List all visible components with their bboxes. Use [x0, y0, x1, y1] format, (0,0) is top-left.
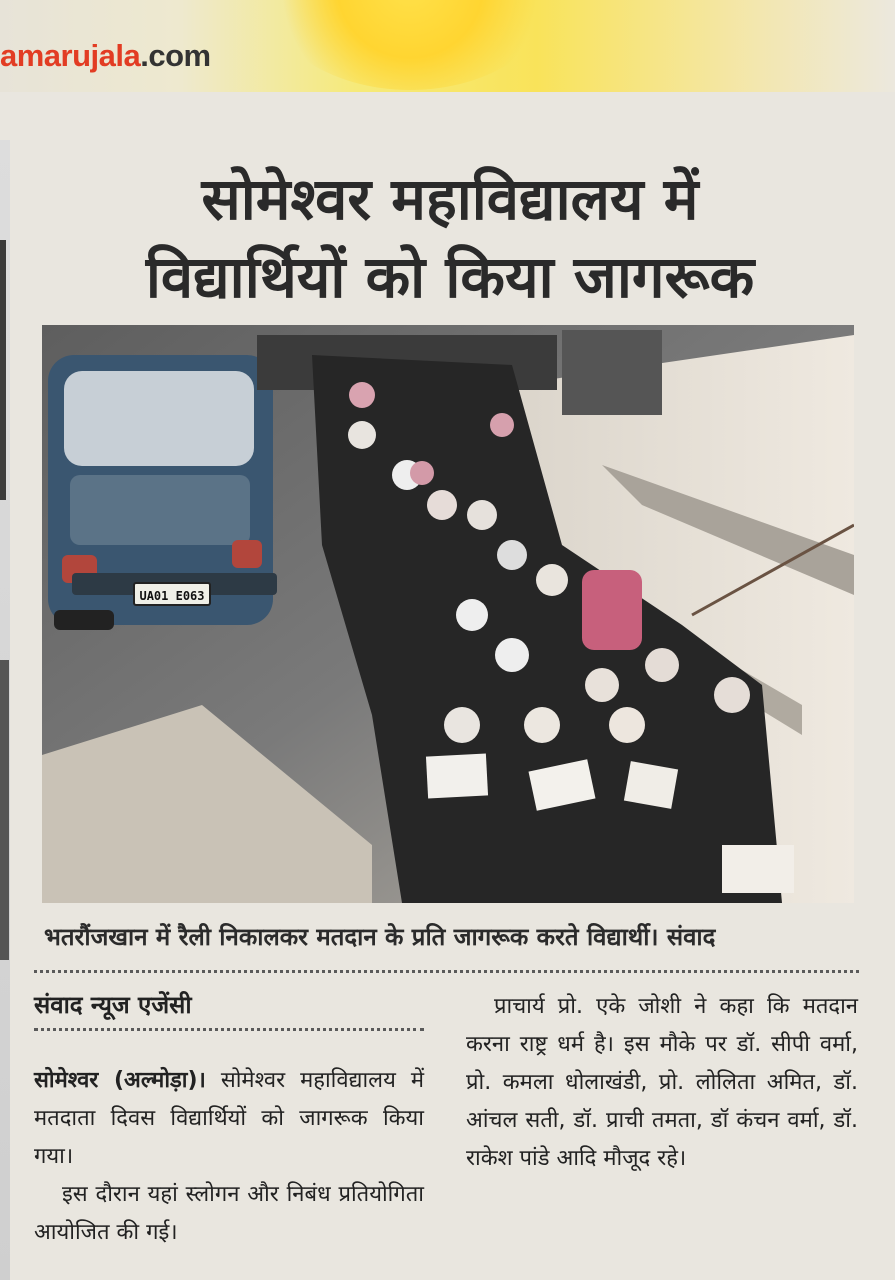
brand-suffix: .com	[140, 38, 211, 73]
adjacent-page-edge	[0, 140, 10, 1280]
paragraph: इस दौरान यहां स्लोगन और निबंध प्रतियोगिता आयोजित की गई।	[34, 1182, 424, 1245]
car	[48, 355, 277, 630]
dateline: सोमेश्वर (अल्मोड़ा)।	[34, 1068, 206, 1093]
news-photo	[42, 325, 854, 903]
photo-caption: भतरौंजखान में रैली निकालकर मतदान के प्रति जागरूक करते विद्यार्थी। संवाद	[44, 923, 716, 951]
sun-graphic	[260, 0, 560, 90]
headline-line-2: विद्यार्थियों को किया जागरूक	[145, 243, 755, 311]
edge-mark	[0, 240, 6, 500]
masthead-band	[0, 0, 895, 92]
article-column-right	[466, 988, 858, 1178]
caption-divider	[34, 970, 859, 973]
brand-logo	[0, 38, 211, 74]
article-column-left	[34, 1062, 424, 1252]
paragraph-text: सोमेश्वर महाविद्यालय में मतदाता दिवस विद्यार्थियों को जागरूक किया गया।	[34, 1068, 424, 1169]
paragraph: प्राचार्य प्रो. एके जोशी ने कहा कि मतदान करना राष्ट्र धर्म है। इस मौके पर डॉ. सीपी वर्मा, प्रो. कमला धोलाखंडी, प्रो. लोलिता अमित, डॉ. आंचल सती, डॉ. प्राची तमता, डॉ कंचन वर्मा, डॉ. राकेश पांडे आदि मौजूद रहे।	[466, 994, 858, 1171]
news-photo-illustration	[42, 325, 854, 903]
brand-name: amarujala	[0, 38, 141, 73]
headline-line-1: सोमेश्वर महाविद्यालय में	[201, 165, 699, 233]
paragraph	[34, 1062, 424, 1176]
byline-divider	[34, 1028, 424, 1031]
number-plate: UA01 E063	[139, 589, 205, 603]
byline: संवाद न्यूज एजेंसी	[34, 991, 192, 1019]
edge-mark	[0, 660, 9, 960]
headline	[30, 160, 870, 316]
